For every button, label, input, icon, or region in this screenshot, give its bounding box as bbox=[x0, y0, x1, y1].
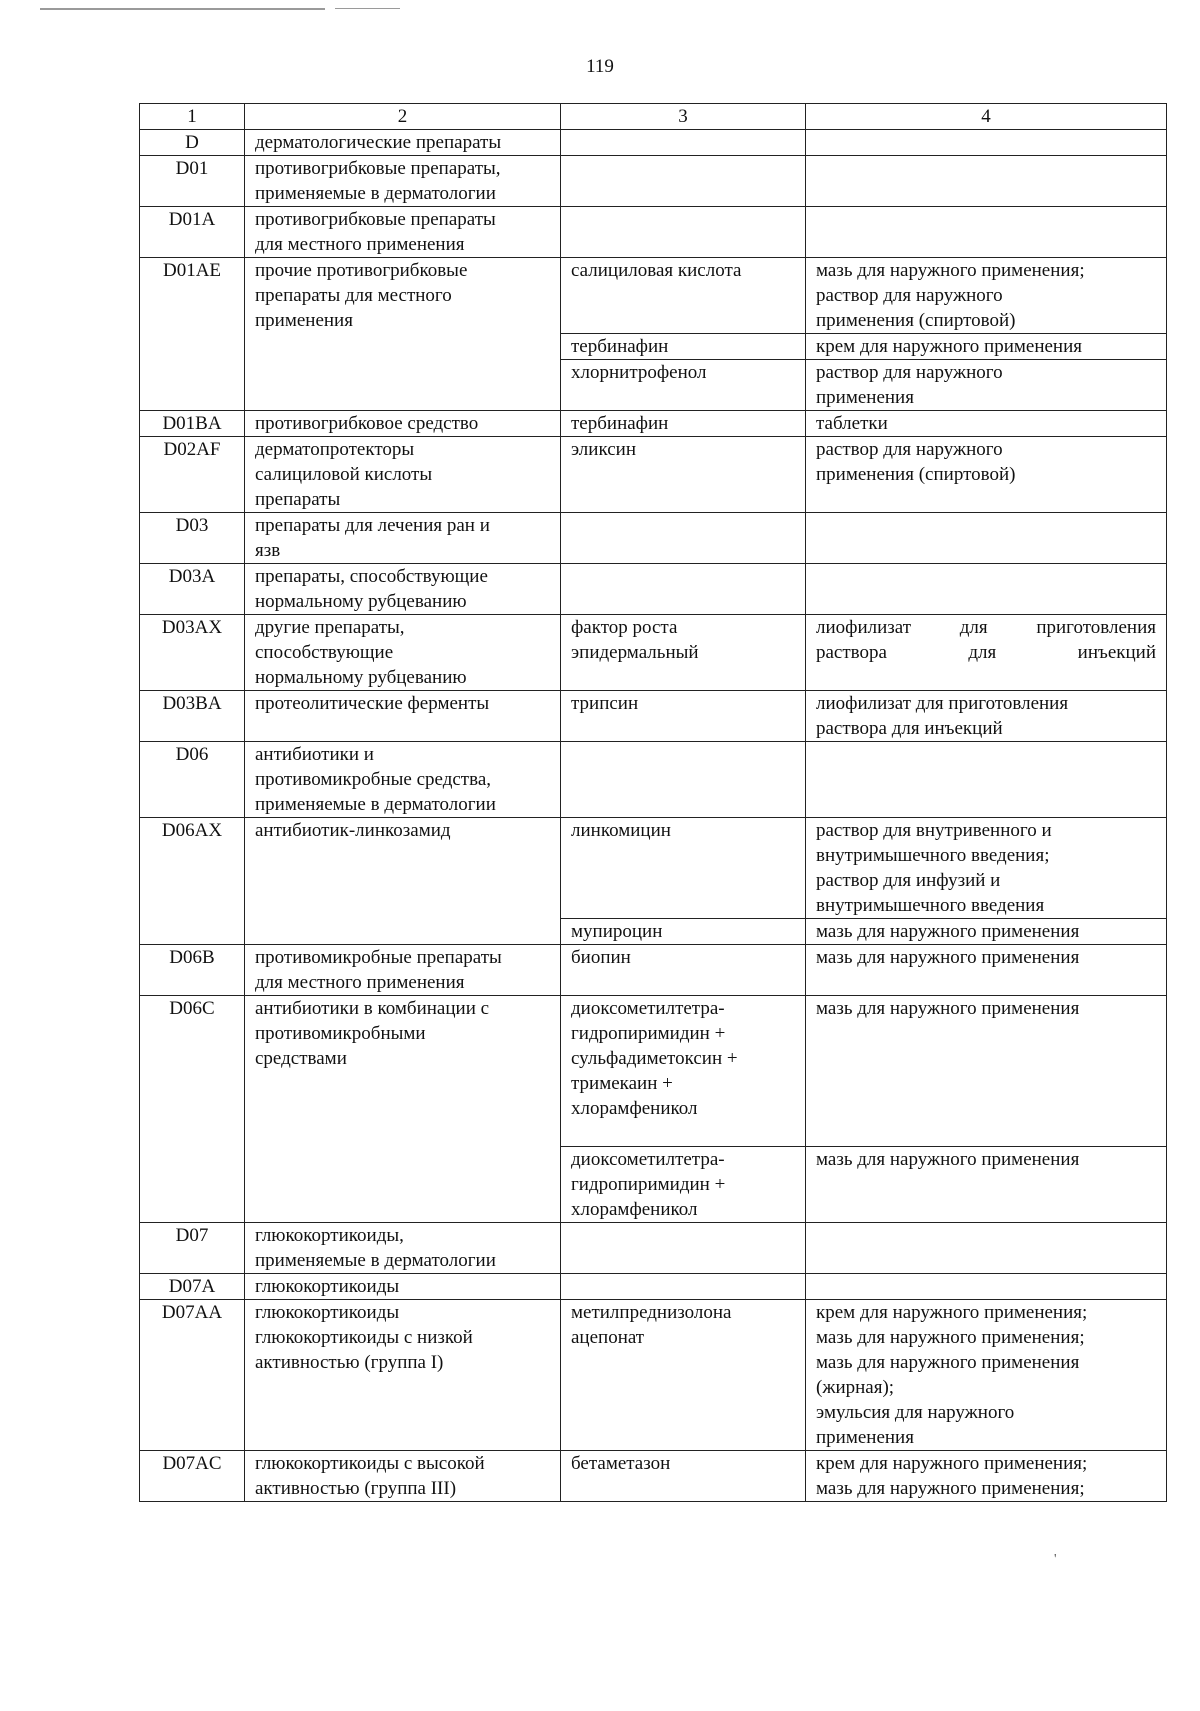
group-name-cell: глюкокортикоиды bbox=[245, 1274, 561, 1300]
atc-code-cell: D07 bbox=[140, 1223, 245, 1274]
drug-name-cell: метилпреднизолона ацепонат bbox=[561, 1300, 806, 1451]
atc-code-cell: D03A bbox=[140, 564, 245, 615]
table-row bbox=[140, 1300, 1167, 1451]
group-name-cell: глюкокортикоиды, применяемые в дерматологии bbox=[245, 1223, 561, 1274]
drug-name-cell: тербинафин bbox=[561, 411, 806, 437]
drug-name-cell: фактор роста эпидермальный bbox=[561, 615, 806, 691]
drug-name-cell bbox=[561, 513, 806, 564]
atc-code-cell: D bbox=[140, 130, 245, 156]
group-name-cell: противогрибковое средство bbox=[245, 411, 561, 437]
atc-code-cell: D03AX bbox=[140, 615, 245, 691]
drug-name-cell bbox=[561, 742, 806, 818]
drug-name-cell: биопин bbox=[561, 945, 806, 996]
atc-code-cell: D07AC bbox=[140, 1451, 245, 1502]
atc-code-cell: D06AX bbox=[140, 818, 245, 945]
atc-code-cell: D01 bbox=[140, 156, 245, 207]
dosage-form-cell bbox=[806, 1223, 1167, 1274]
dosage-form-cell: мазь для наружного применения bbox=[806, 945, 1167, 996]
group-name-cell: антибиотики и противомикробные средства, применяемые в дерматологии bbox=[245, 742, 561, 818]
dosage-form-cell: таблетки bbox=[806, 411, 1167, 437]
atc-code-cell: D02AF bbox=[140, 437, 245, 513]
drug-name-cell bbox=[561, 156, 806, 207]
group-name-cell: прочие противогрибковые препараты для местного применения bbox=[245, 258, 561, 411]
table-row bbox=[140, 742, 1167, 818]
drug-name-cell: эликсин bbox=[561, 437, 806, 513]
table-body bbox=[140, 104, 1167, 1502]
group-name-cell: противогрибковые препараты, применяемые в дерматологии bbox=[245, 156, 561, 207]
column-header: 3 bbox=[561, 104, 806, 130]
dosage-form-cell: раствор для наружного применения bbox=[806, 360, 1167, 411]
table-row bbox=[140, 437, 1167, 513]
table-row bbox=[140, 996, 1167, 1147]
atc-code-cell: D07AA bbox=[140, 1300, 245, 1451]
drug-name-cell: бетаметазон bbox=[561, 1451, 806, 1502]
table-row bbox=[140, 130, 1167, 156]
group-name-cell: антибиотик-линкозамид bbox=[245, 818, 561, 945]
drug-name-cell: диоксометилтетра- гидропиримидин + хлорамфеникол bbox=[561, 1147, 806, 1223]
group-name-cell: дерматопротекторы салициловой кислоты препараты bbox=[245, 437, 561, 513]
dosage-form-cell: лиофилизат для приготовления раствора для инъекций bbox=[806, 615, 1167, 691]
table-row bbox=[140, 1451, 1167, 1502]
group-name-cell: дерматологические препараты bbox=[245, 130, 561, 156]
drug-name-cell: диоксометилтетра- гидропиримидин + сульфадиметоксин + тримекаин + хлорамфеникол bbox=[561, 996, 806, 1147]
dosage-form-cell: лиофилизат для приготовления раствора для инъекций bbox=[806, 691, 1167, 742]
atc-code-cell: D07A bbox=[140, 1274, 245, 1300]
group-name-cell: протеолитические ферменты bbox=[245, 691, 561, 742]
drug-name-cell bbox=[561, 1223, 806, 1274]
dosage-form-cell: крем для наружного применения; мазь для наружного применения; мазь для наружного применения (жирная); эмульсия для наружного применения bbox=[806, 1300, 1167, 1451]
atc-code-cell: D01BA bbox=[140, 411, 245, 437]
drug-name-cell bbox=[561, 1274, 806, 1300]
group-name-cell: препараты для лечения ран и язв bbox=[245, 513, 561, 564]
atc-code-cell: D06C bbox=[140, 996, 245, 1223]
dosage-form-cell: мазь для наружного применения bbox=[806, 919, 1167, 945]
drug-name-cell: линкомицин bbox=[561, 818, 806, 919]
dosage-form-cell bbox=[806, 156, 1167, 207]
table-row bbox=[140, 156, 1167, 207]
group-name-cell: препараты, способствующие нормальному рубцеванию bbox=[245, 564, 561, 615]
dosage-form-cell: раствор для внутривенного и внутримышечного введения; раствор для инфузий и внутримышечного введения bbox=[806, 818, 1167, 919]
drug-name-cell: тербинафин bbox=[561, 334, 806, 360]
drug-name-cell bbox=[561, 130, 806, 156]
dosage-form-cell: мазь для наружного применения; раствор для наружного применения (спиртовой) bbox=[806, 258, 1167, 334]
group-name-cell: глюкокортикоиды глюкокортикоиды с низкой активностью (группа I) bbox=[245, 1300, 561, 1451]
table-row bbox=[140, 513, 1167, 564]
drug-name-cell: трипсин bbox=[561, 691, 806, 742]
table-row bbox=[140, 564, 1167, 615]
atc-code-cell: D06B bbox=[140, 945, 245, 996]
scan-edge-line bbox=[335, 8, 400, 9]
atc-code-cell: D06 bbox=[140, 742, 245, 818]
page-number: 119 bbox=[586, 56, 614, 77]
table-row bbox=[140, 615, 1167, 691]
drug-table bbox=[139, 103, 1167, 1502]
dosage-form-cell: мазь для наружного применения bbox=[806, 1147, 1167, 1223]
dosage-form-cell bbox=[806, 130, 1167, 156]
table-row bbox=[140, 818, 1167, 919]
drug-name-cell: хлорнитрофенол bbox=[561, 360, 806, 411]
dosage-form-cell: крем для наружного применения bbox=[806, 334, 1167, 360]
scan-edge-line bbox=[40, 8, 325, 10]
dosage-form-cell bbox=[806, 742, 1167, 818]
group-name-cell: другие препараты, способствующие нормальному рубцеванию bbox=[245, 615, 561, 691]
group-name-cell: антибиотики в комбинации с противомикробными средствами bbox=[245, 996, 561, 1223]
column-header: 4 bbox=[806, 104, 1167, 130]
table-row bbox=[140, 258, 1167, 334]
group-name-cell: противогрибковые препараты для местного применения bbox=[245, 207, 561, 258]
dosage-form-cell: раствор для наружного применения (спиртовой) bbox=[806, 437, 1167, 513]
atc-code-cell: D01AE bbox=[140, 258, 245, 411]
dosage-form-cell bbox=[806, 1274, 1167, 1300]
drug-name-cell bbox=[561, 207, 806, 258]
atc-code-cell: D01A bbox=[140, 207, 245, 258]
atc-code-cell: D03BA bbox=[140, 691, 245, 742]
table-row bbox=[140, 1274, 1167, 1300]
column-header: 2 bbox=[245, 104, 561, 130]
scan-dot: ' bbox=[1054, 1552, 1057, 1567]
dosage-form-cell bbox=[806, 513, 1167, 564]
atc-code-cell: D03 bbox=[140, 513, 245, 564]
table-row bbox=[140, 411, 1167, 437]
dosage-form-cell bbox=[806, 207, 1167, 258]
dosage-form-cell bbox=[806, 564, 1167, 615]
drug-name-cell: салициловая кислота bbox=[561, 258, 806, 334]
dosage-form-cell: мазь для наружного применения bbox=[806, 996, 1167, 1147]
group-name-cell: противомикробные препараты для местного применения bbox=[245, 945, 561, 996]
table-row bbox=[140, 207, 1167, 258]
drug-name-cell: мупироцин bbox=[561, 919, 806, 945]
group-name-cell: глюкокортикоиды с высокой активностью (группа III) bbox=[245, 1451, 561, 1502]
table-row bbox=[140, 691, 1167, 742]
table-row bbox=[140, 945, 1167, 996]
drug-name-cell bbox=[561, 564, 806, 615]
column-header: 1 bbox=[140, 104, 245, 130]
dosage-form-cell: крем для наружного применения; мазь для наружного применения; bbox=[806, 1451, 1167, 1502]
table-row bbox=[140, 1223, 1167, 1274]
table-header-row bbox=[140, 104, 1167, 130]
